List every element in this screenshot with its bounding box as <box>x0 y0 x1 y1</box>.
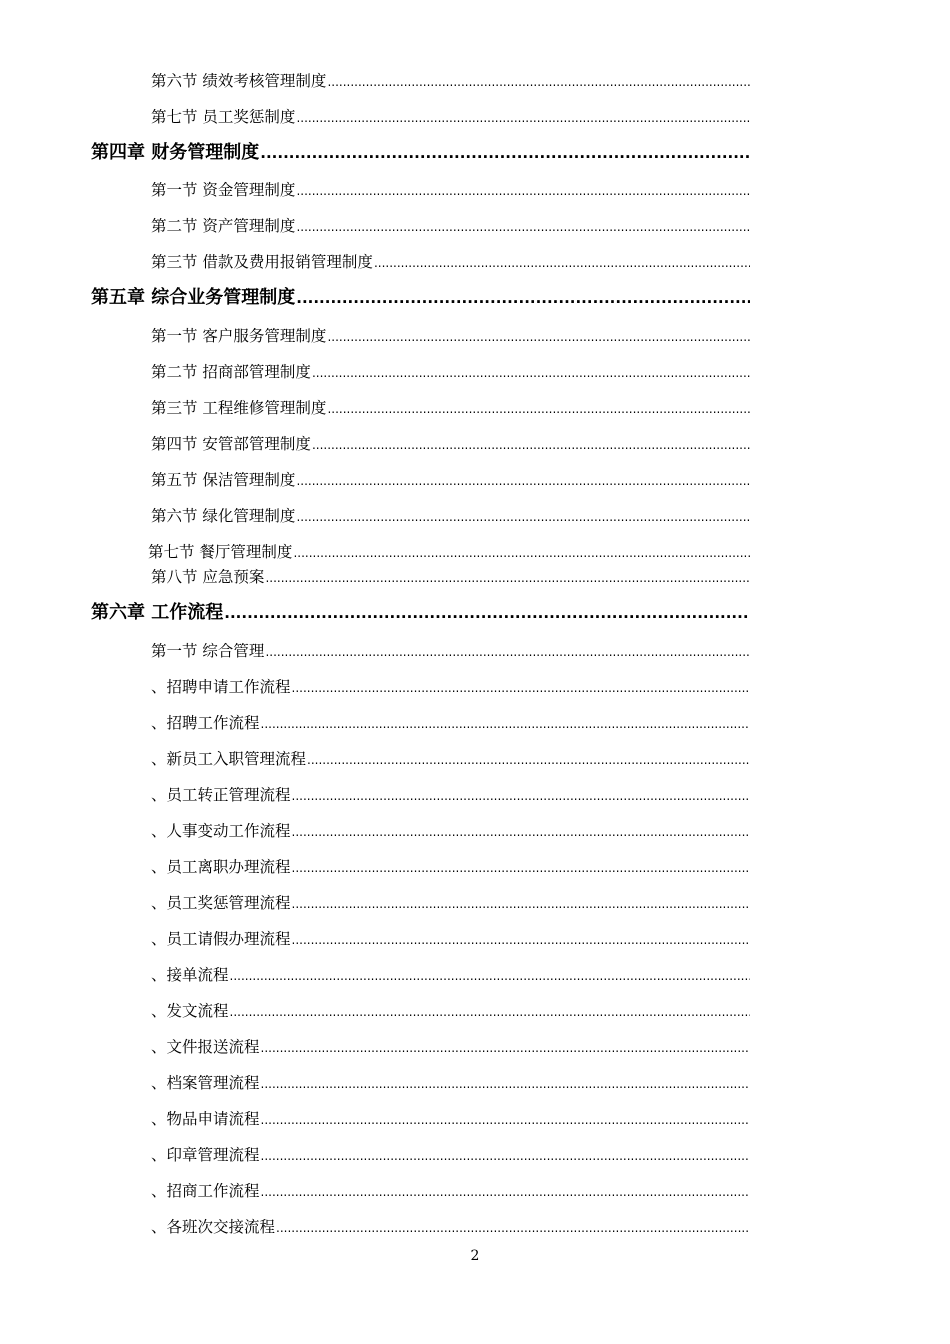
dot-leader <box>312 434 750 455</box>
toc-entry-label: 、招聘工作流程 <box>151 714 260 732</box>
dot-leader <box>296 470 750 491</box>
toc-entry-item <box>151 928 750 950</box>
toc-entry-label: 第七节 员工奖惩制度 <box>151 108 296 126</box>
toc-entry-label: 、人事变动工作流程 <box>151 822 291 840</box>
toc-entry-item <box>151 964 750 986</box>
toc-entry-item <box>151 1144 750 1166</box>
dot-leader <box>261 1037 750 1058</box>
toc-entry-label: 第一节 综合管理 <box>151 642 265 660</box>
dot-leader <box>292 929 750 950</box>
dot-leader <box>307 749 750 770</box>
toc-entry-item <box>151 892 750 914</box>
toc-entry-item <box>151 1216 750 1238</box>
dot-leader <box>230 965 750 986</box>
toc-entry-item <box>151 856 750 878</box>
dot-leader <box>276 1217 750 1238</box>
toc-chapter-label: 第四章 财务管理制度 <box>91 142 260 163</box>
toc-entry-label: 第三节 借款及费用报销管理制度 <box>151 253 373 271</box>
toc-entry-item <box>151 1072 750 1094</box>
dot-leader <box>296 180 750 201</box>
toc-entry-item <box>151 784 750 806</box>
toc-entry-section <box>151 433 750 455</box>
toc-entry-label: 第六节 绿化管理制度 <box>151 507 296 525</box>
dot-leader <box>265 567 750 588</box>
toc-entry-label: 第二节 资产管理制度 <box>151 217 296 235</box>
toc-entry-label: 、新员工入职管理流程 <box>151 750 307 768</box>
toc-entry-item <box>151 748 750 770</box>
toc-entry-label: 第八节 应急预案 <box>151 568 265 586</box>
dot-leader <box>296 107 750 128</box>
toc-entry-label: 、员工转正管理流程 <box>151 786 291 804</box>
toc-entry-label: 第四节 安管部管理制度 <box>151 435 311 453</box>
toc-entry-item <box>151 1108 750 1130</box>
dot-leader <box>327 398 750 419</box>
dot-leader <box>292 821 750 842</box>
dot-leader <box>292 677 750 698</box>
toc-entry-label: 第一节 资金管理制度 <box>151 181 296 199</box>
toc-entry-label: 、物品申请流程 <box>151 1110 260 1128</box>
toc-entry-item <box>151 820 750 842</box>
toc-entry-label: 第七节 餐厅管理制度 <box>148 543 293 561</box>
toc-entry-section <box>151 566 750 588</box>
dot-leader <box>265 641 750 662</box>
dot-leader <box>230 1001 750 1022</box>
toc-entry-label: 第二节 招商部管理制度 <box>151 363 311 381</box>
toc-entry-section <box>151 640 750 662</box>
dot-leader <box>292 785 750 806</box>
toc-entry-label: 、员工奖惩管理流程 <box>151 894 291 912</box>
dot-leader <box>260 140 750 166</box>
toc-entry-label: 、各班次交接流程 <box>151 1218 276 1236</box>
dot-leader <box>312 362 750 383</box>
dot-leader <box>261 713 750 734</box>
toc-entry-section <box>151 215 750 237</box>
dot-leader <box>296 216 750 237</box>
toc-entry-label: 第一节 客户服务管理制度 <box>151 327 327 345</box>
toc-entry-item <box>151 676 750 698</box>
toc-entry-label: 、员工离职办理流程 <box>151 858 291 876</box>
dot-leader <box>327 71 750 92</box>
toc-entry-label: 、文件报送流程 <box>151 1038 260 1056</box>
toc-entry-label: 、员工请假办理流程 <box>151 930 291 948</box>
page-number: 2 <box>470 1248 480 1264</box>
toc-entry-label: 第五节 保洁管理制度 <box>151 471 296 489</box>
toc-entry-section <box>151 361 750 383</box>
toc-entry-label: 第三节 工程维修管理制度 <box>151 399 327 417</box>
toc-entry-section <box>148 541 752 563</box>
toc-entry-item <box>151 1180 750 1202</box>
dot-leader <box>292 893 750 914</box>
dot-leader <box>261 1181 750 1202</box>
toc-entry-chapter <box>91 285 750 311</box>
toc-entry-section <box>151 397 750 419</box>
toc-entry-section <box>151 70 750 92</box>
dot-leader <box>293 542 752 563</box>
toc-entry-label: 、发文流程 <box>151 1002 229 1020</box>
toc-entry-chapter <box>91 140 750 166</box>
toc-entry-label: 、招聘申请工作流程 <box>151 678 291 696</box>
dot-leader <box>261 1145 750 1166</box>
toc-entry-label: 、印章管理流程 <box>151 1146 260 1164</box>
toc-entry-label: 第六节 绩效考核管理制度 <box>151 72 327 90</box>
toc-entry-section <box>151 106 750 128</box>
dot-leader <box>292 857 750 878</box>
toc-entry-section <box>151 469 750 491</box>
toc-chapter-label: 第五章 综合业务管理制度 <box>91 287 296 308</box>
toc-chapter-label: 第六章 工作流程 <box>91 602 224 623</box>
toc-entry-section <box>151 325 750 347</box>
dot-leader <box>374 252 750 273</box>
toc-entry-section <box>151 505 750 527</box>
toc-entry-label: 、招商工作流程 <box>151 1182 260 1200</box>
toc-entry-chapter <box>91 600 750 626</box>
toc-entry-item <box>151 1000 750 1022</box>
toc-entry-item <box>151 1036 750 1058</box>
toc-entry-item <box>151 712 750 734</box>
toc-entry-section <box>151 251 750 273</box>
dot-leader <box>296 506 750 527</box>
dot-leader <box>224 600 750 626</box>
dot-leader <box>261 1073 750 1094</box>
toc-entry-label: 、接单流程 <box>151 966 229 984</box>
dot-leader <box>296 285 750 311</box>
toc-entry-label: 、档案管理流程 <box>151 1074 260 1092</box>
toc-entry-section <box>151 179 750 201</box>
dot-leader <box>327 326 750 347</box>
dot-leader <box>261 1109 750 1130</box>
